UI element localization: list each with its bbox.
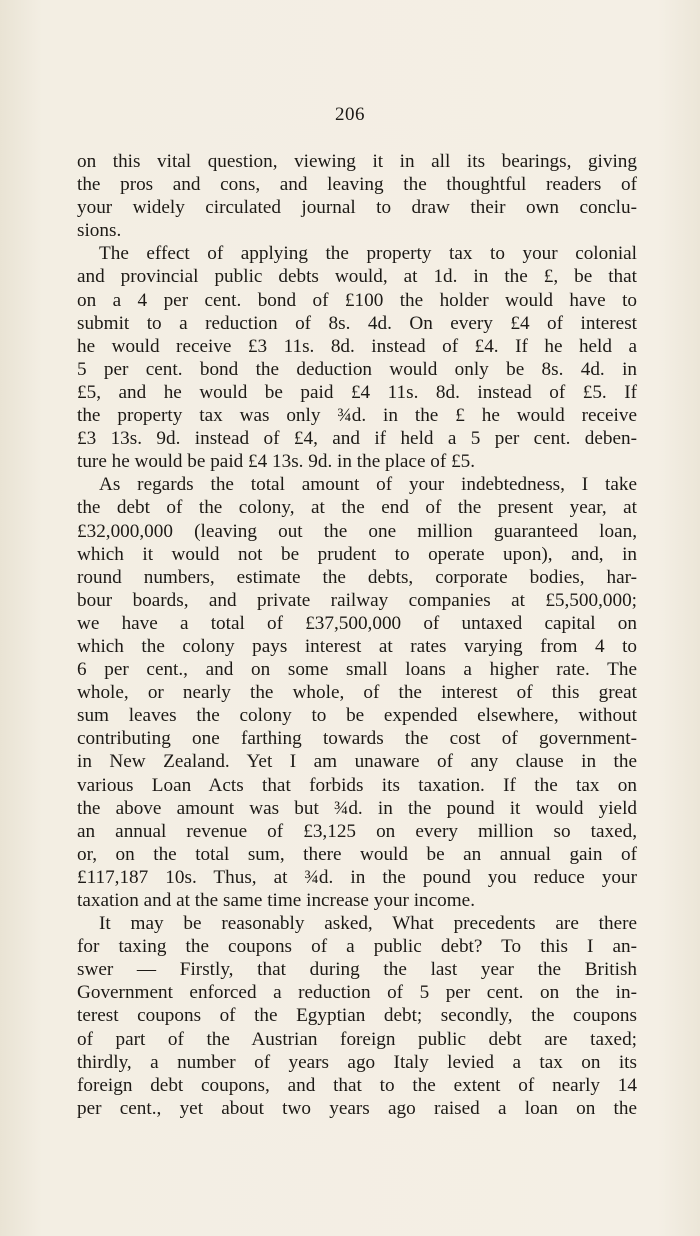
text-line: bour boards, and private railway companies at £5,500,000;: [77, 589, 637, 611]
text-line: terest coupons of the Egyptian debt; secondly, the coupons: [77, 1005, 637, 1027]
text-line: submit to a reduction of 8s. 4d. On every £4 of interest: [77, 312, 637, 334]
text-line: 5 per cent. bond the deduction would only be 8s. 4d. in: [77, 358, 637, 380]
text-line: swer — Firstly, that during the last year the British: [77, 959, 637, 981]
text-line: The effect of applying the property tax to your colonial: [99, 243, 637, 265]
text-line: whole, or nearly the whole, of the interest of this great: [77, 682, 637, 704]
body-text: [77, 150, 637, 1120]
text-line: sum leaves the colony to be expended elsewhere, without: [77, 705, 637, 727]
text-line: £32,000,000 (leaving out the one million guaranteed loan,: [77, 520, 637, 542]
text-line: on a 4 per cent. bond of £100 the holder would have to: [77, 289, 637, 311]
text-line: for taxing the coupons of a public debt? To this I an-: [77, 936, 637, 958]
text-line: As regards the total amount of your indebtedness, I take: [99, 474, 637, 496]
text-line: Government enforced a reduction of 5 per cent. on the in-: [77, 982, 637, 1004]
text-line: taxation and at the same time increase your income.: [77, 890, 475, 911]
text-line: the above amount was but ¾d. in the pound it would yield: [77, 797, 637, 819]
text-line: of part of the Austrian foreign public debt are taxed;: [77, 1028, 637, 1050]
text-line: sions.: [77, 220, 122, 242]
text-line: ture he would be paid £4 13s. 9d. in the place of £5.: [77, 451, 476, 473]
text-line: he would receive £3 11s. 8d. instead of £4. If he held a: [77, 335, 637, 357]
text-line: It may be reasonably asked, What precedents are there: [99, 913, 637, 935]
text-line: round numbers, estimate the debts, corporate bodies, har-: [77, 566, 637, 588]
text-line: on this vital question, viewing it in all its bearings, giving: [77, 151, 637, 172]
text-line: per cent., yet about two years ago raised a loan on the: [77, 1097, 637, 1119]
text-line: the property tax was only ¾d. in the £ he would receive: [77, 405, 637, 427]
text-line: foreign debt coupons, and that to the extent of nearly 14: [77, 1074, 637, 1096]
text-line: and provincial public debts would, at 1d. in the £, be that: [77, 266, 637, 288]
text-line: the debt of the colony, at the end of the present year, at: [77, 497, 637, 519]
text-line: an annual revenue of £3,125 on every million so taxed,: [77, 820, 637, 842]
text-line: your widely circulated journal to draw their own conclu-: [77, 197, 637, 219]
text-line: we have a total of £37,500,000 of untaxed capital on: [77, 612, 637, 634]
text-line: the pros and cons, and leaving the thoughtful readers of: [77, 174, 637, 196]
text-line: which the colony pays interest at rates varying from 4 to: [77, 635, 637, 657]
text-line: or, on the total sum, there would be an annual gain of: [77, 843, 637, 865]
text-line: contributing one farthing towards the cost of government-: [77, 728, 637, 750]
page-number: 206: [335, 104, 365, 125]
text-line: which it would not be prudent to operate upon), and, in: [77, 543, 637, 565]
text-line: £117,187 10s. Thus, at ¾d. in the pound you reduce your: [77, 866, 637, 888]
text-line: £3 13s. 9d. instead of £4, and if held a 5 per cent. deben-: [77, 428, 637, 450]
text-line: thirdly, a number of years ago Italy levied a tax on its: [77, 1051, 637, 1073]
text-line: in New Zealand. Yet I am unaware of any clause in the: [77, 751, 637, 773]
text-line: various Loan Acts that forbids its taxation. If the tax on: [77, 774, 637, 796]
text-line: £5, and he would be paid £4 11s. 8d. instead of £5. If: [77, 381, 637, 403]
text-line: 6 per cent., and on some small loans a higher rate. The: [77, 659, 637, 681]
